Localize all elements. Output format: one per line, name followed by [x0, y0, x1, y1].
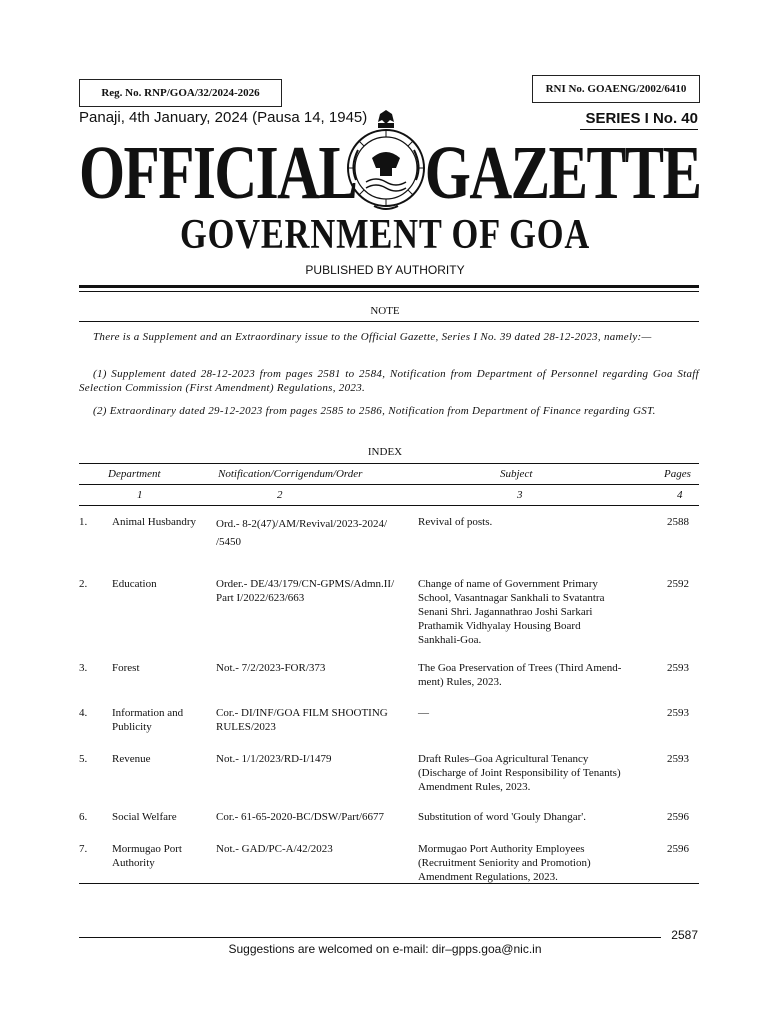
- footer-suggestions: Suggestions are welcomed on e-mail: dir–gpps.goa@nic.in: [228, 942, 542, 956]
- col-number-4: 4: [677, 489, 683, 501]
- header-subject: Subject: [500, 468, 533, 480]
- row-serial-number: 1.: [79, 516, 88, 528]
- registration-number-box: [79, 79, 282, 107]
- double-rule-top: [79, 285, 699, 288]
- note-title: NOTE: [370, 305, 400, 317]
- double-rule-bottom: [79, 291, 699, 292]
- row-serial-number: 7.: [79, 843, 88, 855]
- note-paragraph-2: (1) Supplement dated 28-12-2023 from pages 2581 to 2584, Notification from Department of Personnel regarding Goa Staff Selection Commission (First Amendment) Regulations, 2023.: [79, 368, 699, 394]
- row-notification: Not.- 7/2/2023-FOR/373: [216, 662, 326, 674]
- row-subject: Draft Rules–Goa Agricultural Tenancy (Discharge of Joint Responsibility of Tenants) Amendment Rules, 2023.: [418, 753, 621, 793]
- row-subject: Mormugao Port Authority Employees (Recruitment Seniority and Promotion) Amendment Regulations, 2023.: [418, 843, 591, 883]
- row-serial-number: 4.: [79, 707, 88, 719]
- row-subject: Change of name of Government Primary School, Vasantnagar Sankhali to Svatantra Senani Shri. Jagannathrao Joshi Sarkari Prathamik Vidhyalay Housing Board Sankhali-Goa.: [418, 578, 605, 646]
- row-pages: 2593: [667, 662, 689, 674]
- row-serial-number: 3.: [79, 662, 88, 674]
- index-title: INDEX: [367, 446, 403, 458]
- row-serial-number: 2.: [79, 578, 88, 590]
- row-department: Education: [112, 578, 157, 590]
- row-pages: 2596: [667, 843, 689, 855]
- note-paragraph-3: (2) Extraordinary dated 29-12-2023 from pages 2585 to 2586, Notification from Department of Finance regarding GST.: [93, 405, 656, 417]
- row-department: Social Welfare: [112, 811, 177, 823]
- col-number-3: 3: [517, 489, 523, 501]
- dateline: Panaji, 4th January, 2024 (Pausa 14, 1945): [79, 109, 368, 126]
- government-of-goa-heading: GOVERNMENT OF GOA: [179, 212, 591, 258]
- col-number-2: 2: [277, 489, 283, 501]
- registration-number: Reg. No. RNP/GOA/32/2024-2026: [101, 87, 260, 99]
- header-department: Department: [108, 468, 161, 480]
- col-number-1: 1: [137, 489, 143, 501]
- row-notification: Cor.- 61-65-2020-BC/DSW/Part/6677: [216, 811, 385, 823]
- header-rule: [79, 484, 699, 485]
- series-number: SERIES I No. 40: [585, 110, 698, 127]
- row-serial-number: 5.: [79, 753, 88, 765]
- published-by-authority: PUBLISHED BY AUTHORITY: [305, 263, 465, 277]
- row-department: Mormugao Port Authority: [112, 843, 182, 869]
- goa-state-emblem-icon: [336, 110, 436, 214]
- row-subject: Substitution of word 'Gouly Dhangar'.: [418, 811, 587, 823]
- row-department: Information and Publicity: [112, 707, 184, 733]
- row-subject: Revival of posts.: [418, 516, 493, 528]
- index-rule-top: [79, 463, 699, 464]
- title-official: OFFICIAL: [79, 131, 357, 215]
- row-pages: 2588: [667, 516, 689, 528]
- note-paragraph-1: There is a Supplement and an Extraordinary issue to the Official Gazette, Series I No. 39 dated 28-12-2023, namely:—: [93, 331, 652, 343]
- row-department: Forest: [112, 662, 140, 674]
- row-department: Animal Husbandry: [112, 516, 197, 528]
- row-pages: 2592: [667, 578, 689, 590]
- row-notification: Ord.- 8-2(47)/AM/Revival/2023-2024/ /5450: [216, 518, 388, 548]
- page-number: 2587: [671, 928, 698, 942]
- row-pages: 2593: [667, 753, 689, 765]
- footer-rule: [79, 937, 661, 938]
- row-notification: Not.- 1/1/2023/RD-I/1479: [216, 753, 332, 765]
- row-subject: —: [418, 707, 429, 719]
- rni-number: RNI No. GOAENG/2002/6410: [545, 83, 687, 95]
- row-subject: The Goa Preservation of Trees (Third Amend- ment) Rules, 2023.: [418, 662, 622, 688]
- row-department: Revenue: [112, 753, 151, 765]
- header-pages: Pages: [664, 468, 691, 480]
- row-pages: 2596: [667, 811, 689, 823]
- row-notification: Cor.- DI/INF/GOA FILM SHOOTING RULES/2023: [216, 707, 388, 733]
- col-number-rule: [79, 505, 699, 506]
- row-notification: Not.- GAD/PC-A/42/2023: [216, 843, 333, 855]
- title-gazette: GAZETTE: [424, 131, 700, 215]
- rni-number-box: [532, 75, 700, 103]
- series-underline: [580, 129, 698, 130]
- row-notification: Order.- DE/43/179/CN-GPMS/Admn.II/ Part I/2022/623/663: [216, 578, 395, 604]
- row-pages: 2593: [667, 707, 689, 719]
- row-serial-number: 6.: [79, 811, 88, 823]
- note-rule: [79, 321, 699, 322]
- header-notification: Notification/Corrigendum/Order: [218, 468, 363, 480]
- table-bottom-rule: [79, 883, 699, 884]
